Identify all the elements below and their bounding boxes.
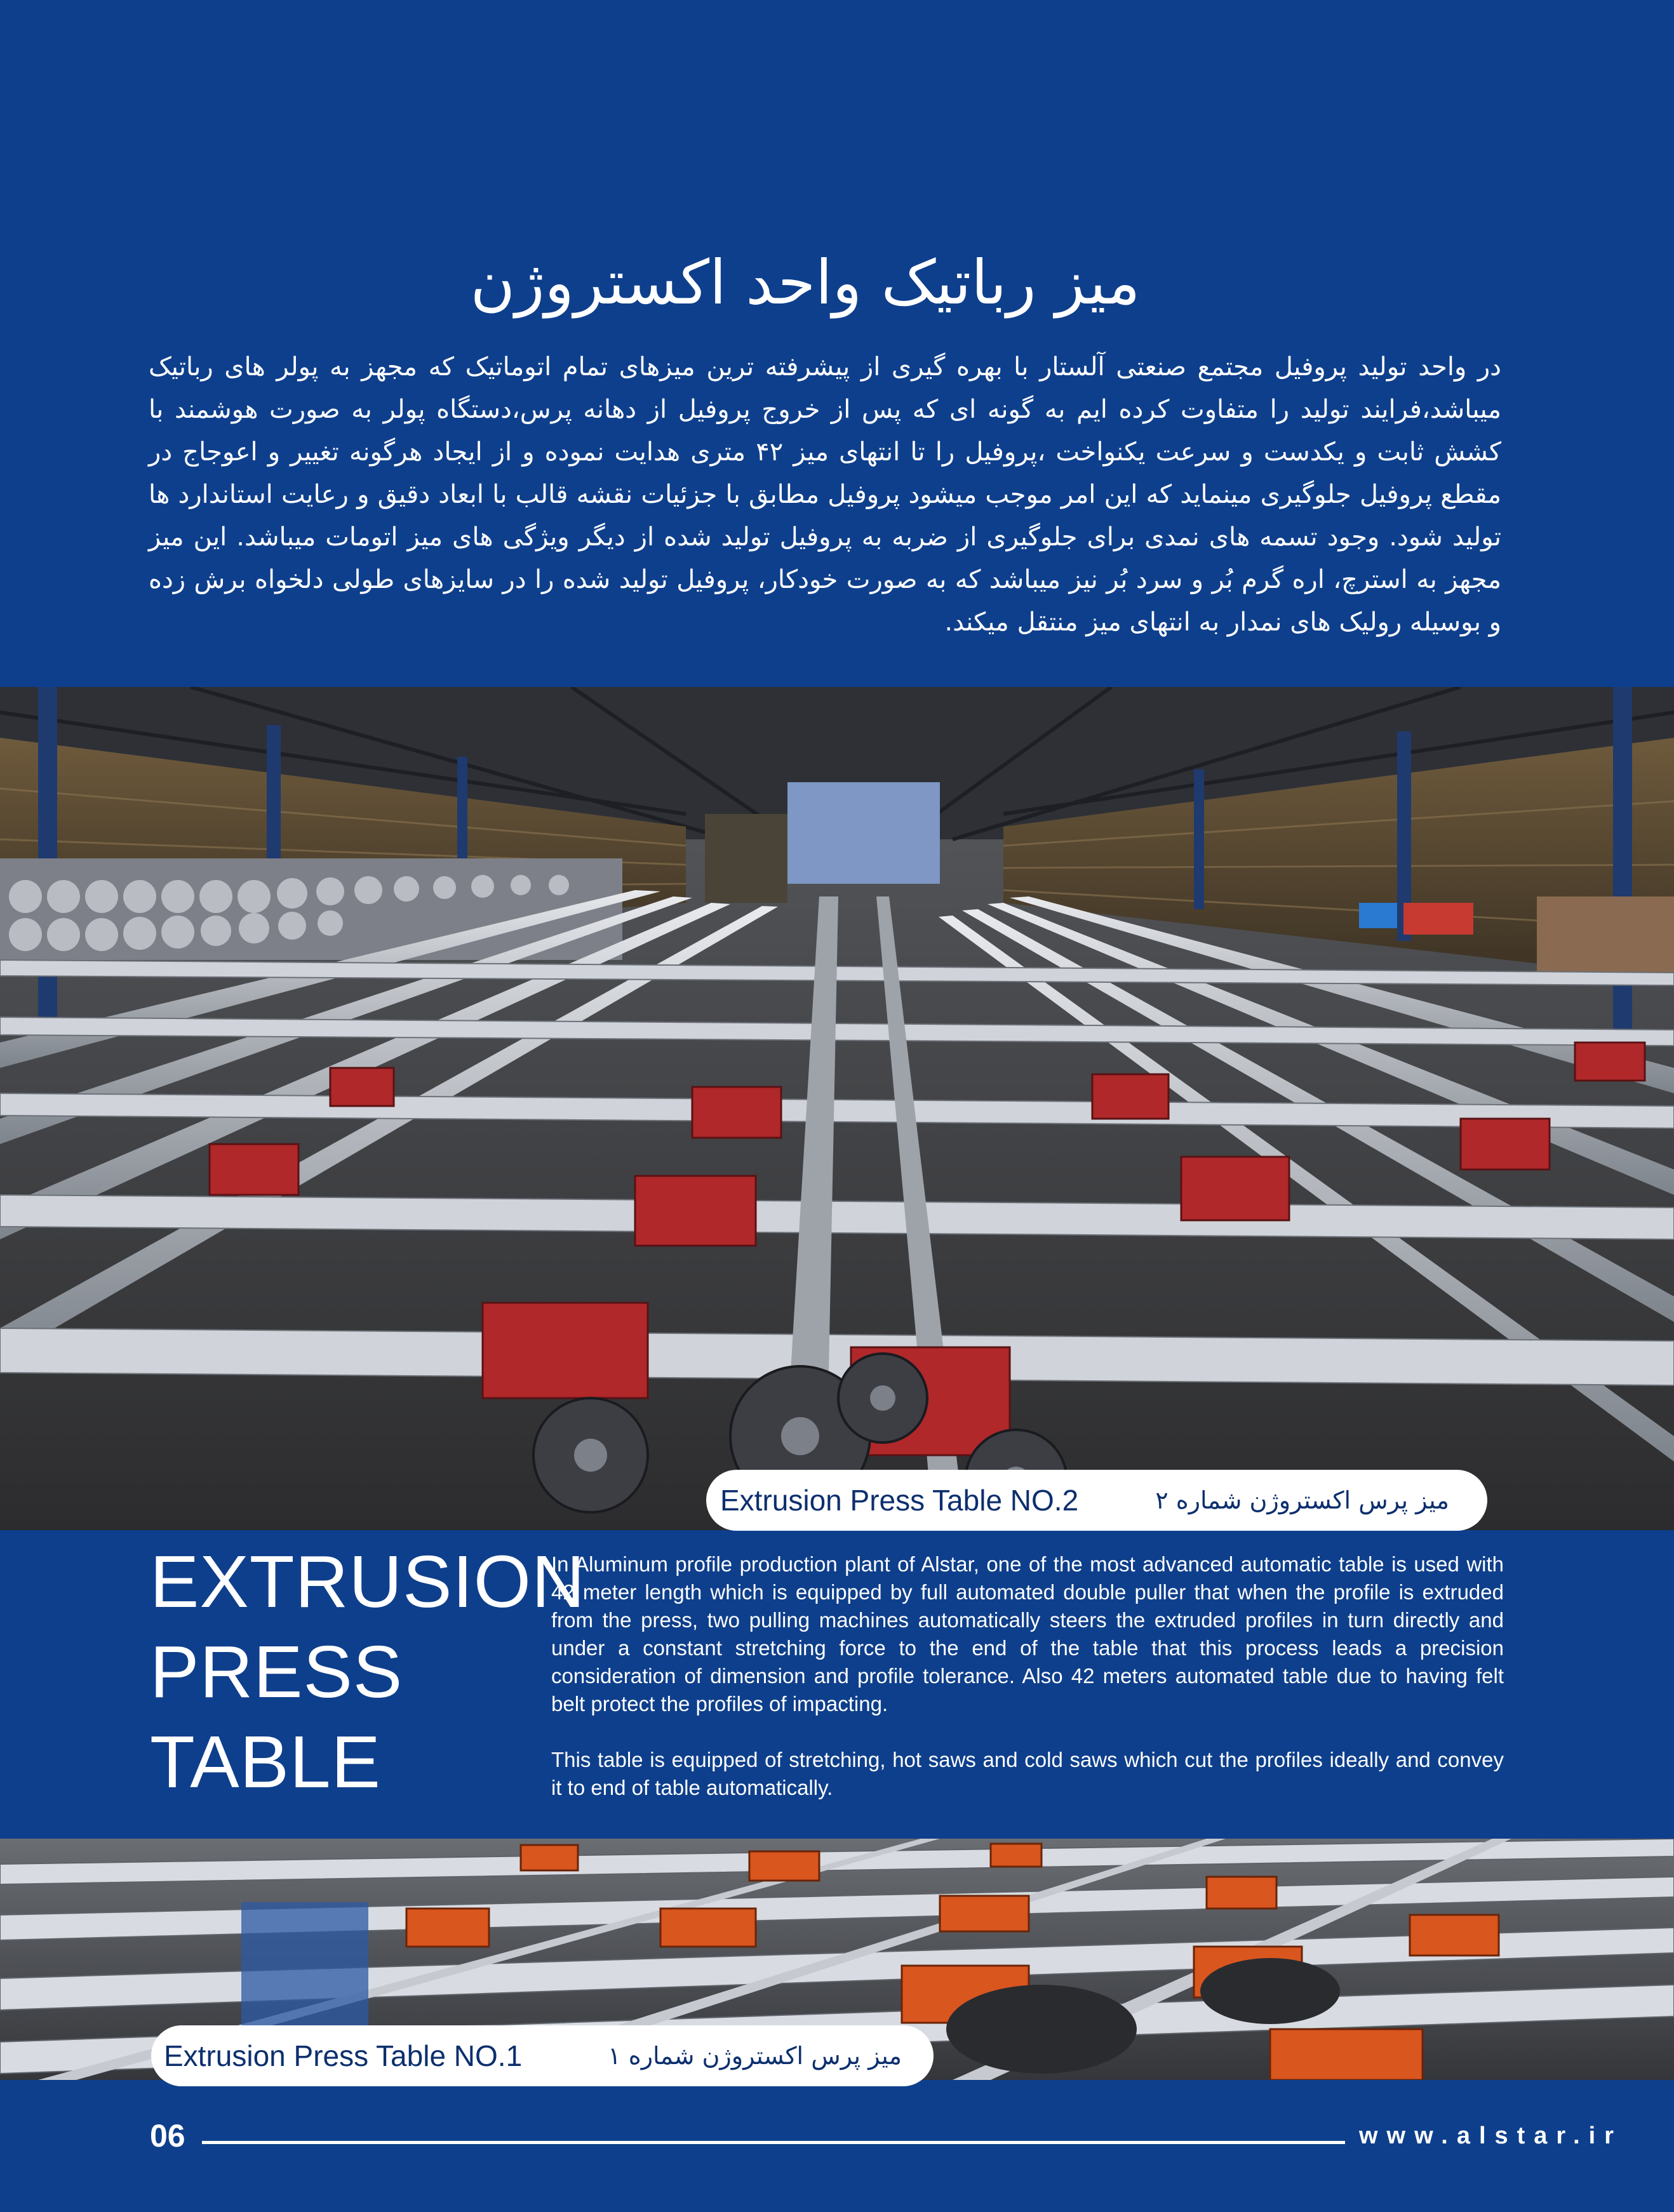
english-description (551, 1550, 1504, 1802)
page-number: 06 (150, 2118, 185, 2154)
table-1-caption-english: Extrusion Press Table NO.1 (164, 2039, 523, 2072)
english-paragraph-1: In Aluminum profile production plant of Alstar, one of the most advanced automatic table is used with 42 meter length which is equipped by full automated double puller that when the profile is extruded from the press, two pulling machines automatically steers the extruded profiles in turn directly and under a constant stretching force to the end of the table that this process leads a precision consideration of dimension and profile tolerance. Also 42 meters automated table due to having felt belt protect the profiles of impacting. (551, 1552, 1504, 1716)
english-heading (150, 1536, 586, 1807)
english-paragraph-2: This table is equipped of stretching, hot saws and cold saws which cut the profiles ideally and convey it to end of table automatically. (551, 1748, 1504, 1799)
heading-line: PRESS (150, 1630, 403, 1713)
extrusion-table-2-photo (0, 687, 1674, 1530)
table-2-caption-persian: میز پرس اکستروژن شماره ۲ (1155, 1486, 1449, 1514)
heading-line: EXTRUSION (150, 1540, 586, 1623)
website-url[interactable]: www.alstar.ir (1359, 2122, 1623, 2149)
footer-divider (202, 2141, 1345, 2144)
table-2-caption (706, 1470, 1487, 1531)
heading-line: TABLE (150, 1721, 381, 1803)
persian-paragraph: در واحد تولید پروفیل مجتمع صنعتی آلستار با بهره گیری از پیشرفته ترین میزهای تمام اتوماتیک که مجهز به پولر های رباتیک میباشد،فرایند تولید را متفاوت کرده ایم به گونه ای که پس از خروج پروفیل از دهانه پرس،دستگاه پولر به صورت هوشمند با کشش ثابت و یکدست و سرعت یکنواخت ،پروفیل را تا انتهای میز ۴۲ متری هدایت نموده و از ایجاد هرگونه تغییر و اعوجاج در مقطع پروفیل جلوگیری مینماید که این امر موجب میشود پروفیل مطابق با جزئیات نقشه قالب با ابعاد دقیق و رعایت استاندارد ها تولید شود. وجود تسمه های نمدی برای جلوگیری از ضربه به پروفیل تولید شده از دیگر ویژگی های میز اتومات میباشد. این میز مجهز به استرچ، اره گرم بُر و سرد بُر نیز میباشد که به صورت خودکار، پروفیل تولید شده را در سایزهای طولی دلخواه برش زده و بوسیله رولیک های نمدار به انتهای میز منتقل میکند. (149, 352, 1501, 637)
persian-title: میز رباتیک واحد اکستروژن (470, 247, 1141, 318)
table-1-caption-persian: میز پرس اکستروژن شماره ۱ (608, 2042, 902, 2070)
table-1-caption (151, 2025, 934, 2086)
table-2-caption-english: Extrusion Press Table NO.2 (720, 1484, 1079, 1517)
